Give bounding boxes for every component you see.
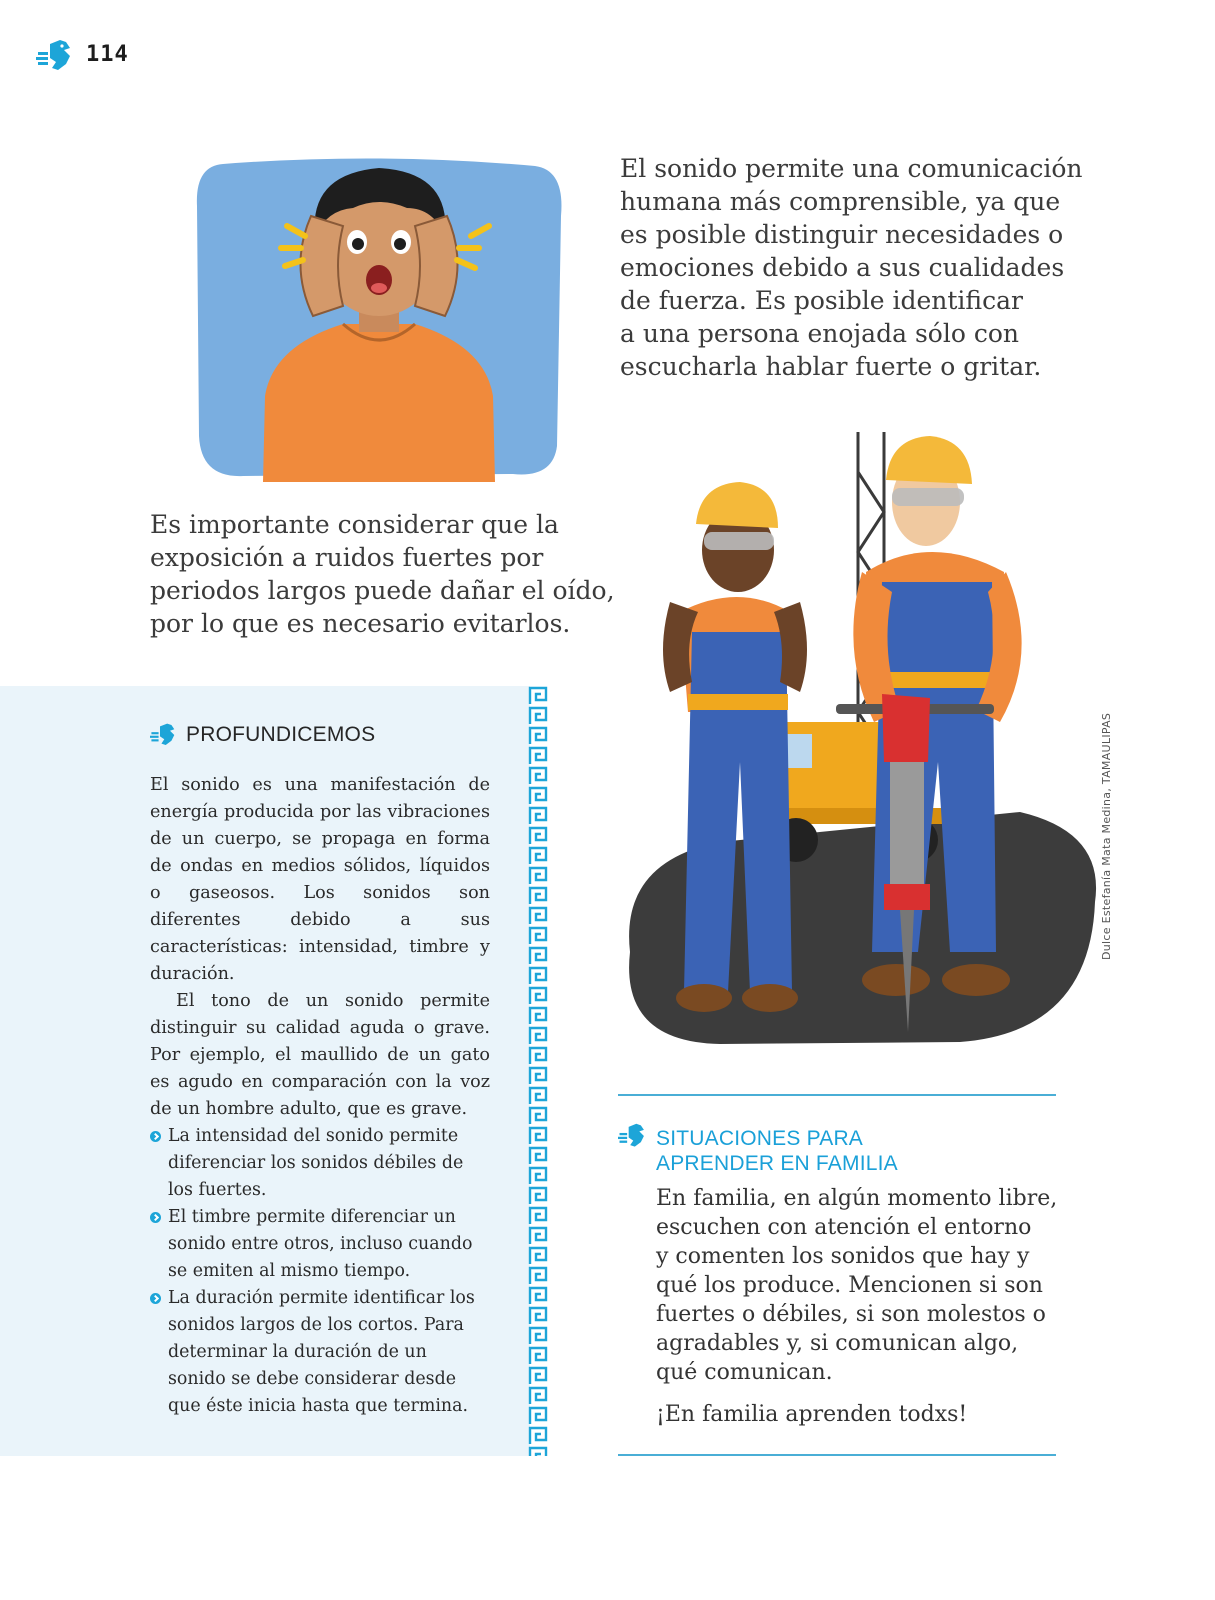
divider-line bbox=[618, 1454, 1056, 1456]
profundicemos-body bbox=[150, 772, 490, 1420]
familia-closing: ¡En familia aprenden todxs! bbox=[656, 1402, 968, 1427]
familia-body: En familia, en algún momento libre, escuchen con atención el entorno y comenten los sonidos que hay y qué los produce. Mencionen si son fuertes o débiles, si son molestos o agradables y, si comunican algo, qué comunican. bbox=[656, 1186, 1058, 1385]
bird-logo-icon bbox=[618, 1122, 650, 1150]
boy-shouting-illustration bbox=[193, 156, 565, 482]
profundicemos-paragraph: El sonido es una manifestación de energía producida por las vibraciones de un cuerpo, se propaga en forma de ondas en medios sólidos, líquidos o gaseosos. Los sonidos son diferentes debido a sus características: intensidad, timbre y duración. bbox=[150, 775, 490, 984]
familia-heading bbox=[656, 1126, 898, 1176]
profundicemos-heading bbox=[150, 722, 375, 748]
list-item: El timbre permite diferenciar un sonido entre otros, incluso cuando se emiten al mismo tiempo. bbox=[150, 1204, 488, 1285]
intro-paragraph-communication: El sonido permite una comunicación humana más comprensible, ya que es posible distinguir necesidades o emociones debido a sus cualidades de fuerza. Es posible identificar a una persona enojada sólo con escucharla hablar fuerte o gritar. bbox=[620, 154, 1083, 381]
bird-logo-icon bbox=[150, 722, 180, 748]
construction-workers-illustration bbox=[600, 432, 1105, 1057]
divider-line bbox=[618, 1094, 1056, 1096]
bullet-chevron-icon bbox=[150, 1212, 161, 1223]
page-number: 114 bbox=[86, 42, 129, 67]
greek-key-border bbox=[528, 686, 548, 1456]
bullet-chevron-icon bbox=[150, 1131, 161, 1142]
familia-title-line: APRENDER EN FAMILIA bbox=[656, 1152, 898, 1175]
familia-title-line: SITUACIONES PARA bbox=[656, 1127, 864, 1150]
profundicemos-title: PROFUNDICEMOS bbox=[186, 723, 376, 746]
characteristics-list bbox=[150, 1123, 490, 1420]
bird-logo-icon bbox=[36, 38, 78, 74]
illustration-credit: Dulce Estefanía Mata Medina, TAMAULIPAS bbox=[1100, 712, 1113, 960]
bullet-chevron-icon bbox=[150, 1293, 161, 1304]
profundicemos-paragraph: El tono de un sonido permite distinguir su calidad aguda o grave. Por ejemplo, el maullido de un gato es agudo en comparación con la voz de un hombre adulto, que es grave. bbox=[150, 991, 490, 1119]
list-item: La duración permite identificar los sonidos largos de los cortos. Para determinar la duración de un sonido se debe considerar desde que éste inicia hasta que termina. bbox=[150, 1285, 488, 1420]
intro-paragraph-noise-warning: Es importante considerar que la exposición a ruidos fuertes por periodos largos puede dañar el oído, por lo que es necesario evitarlos. bbox=[150, 510, 615, 638]
list-item: La intensidad del sonido permite diferenciar los sonidos débiles de los fuertes. bbox=[150, 1123, 488, 1204]
